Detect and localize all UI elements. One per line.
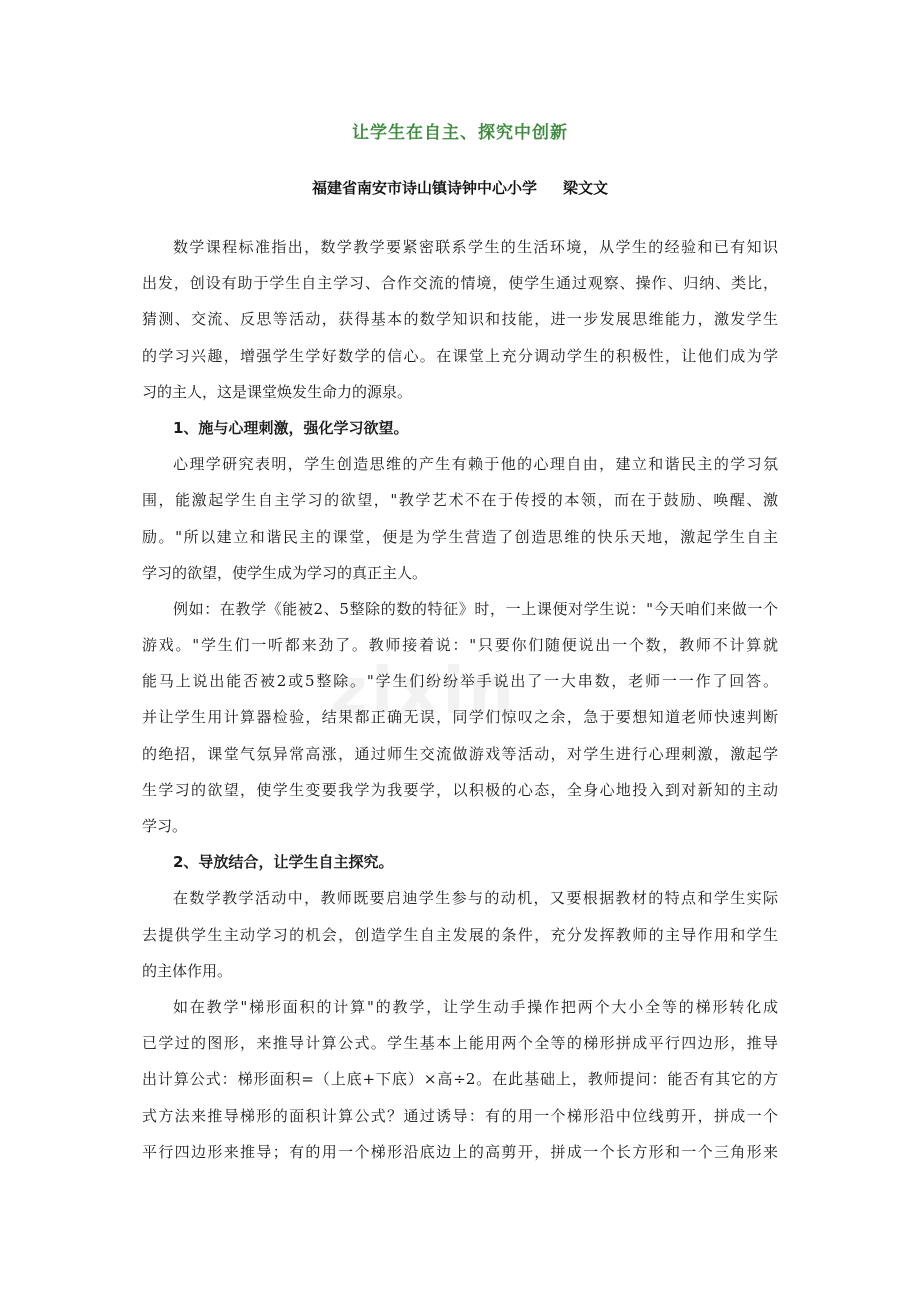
text-line: 出计算公式：梯形面积=（上底+下底）×高÷2。在此基础上，教师提问：能否有其它的方 bbox=[142, 1070, 778, 1089]
author-name: 梁文文 bbox=[563, 179, 609, 197]
text-line: 励。"所以建立和谐民主的课堂，便是为学生营造了创造思维的快乐天地，激起学生自主 bbox=[142, 527, 778, 546]
text-line: 平行四边形来推导；有的用一个梯形沿底边上的高剪开，拼成一个长方形和一个三角形来 bbox=[142, 1142, 778, 1161]
text-line: 学习。 bbox=[142, 817, 188, 835]
text-line: 并让学生用计算器检验，结果都正确无误，同学们惊叹之余，急于要想知道老师快速判断 bbox=[142, 708, 778, 727]
author-school: 福建省南安市诗山镇诗钟中心小学 bbox=[311, 179, 537, 197]
document-body bbox=[142, 229, 778, 1170]
text-line: 去提供学生主动学习的机会，创造学生自主发展的条件，充分发挥教师的主导作用和学生 bbox=[142, 925, 778, 944]
text-line: 生学习的欲望，使学生变要我学为我要学，以积极的心态，全身心地投入到对新知的主动 bbox=[142, 780, 778, 799]
text-line: 的绝招，课堂气氛异常高涨，通过师生交流做游戏等活动，对学生进行心理刺激，激起学 bbox=[142, 744, 778, 763]
text-line: 在数学教学活动中，教师既要启迪学生参与的动机，又要根据教材的特点和学生实际 bbox=[173, 889, 778, 908]
text-line: 围，能激起学生自主学习的欲望，"教学艺术不在于传授的本领，而在于鼓励、唤醒、激 bbox=[142, 491, 778, 510]
watermark: zixin bbox=[330, 655, 518, 729]
text-line: 式方法来推导梯形的面积计算公式？通过诱导：有的用一个梯形沿中位线剪开，拼成一个 bbox=[142, 1106, 778, 1125]
section-heading: 1、施与心理刺激，强化学习欲望。 bbox=[173, 418, 409, 437]
text-line: 猜测、交流、反思等活动，获得基本的数学知识和技能，进一步发展思维能力，激发学生 bbox=[142, 310, 778, 329]
text-line: 的学习兴趣，增强学生学好数学的信心。在课堂上充分调动学生的积极性，让他们成为学 bbox=[142, 346, 778, 365]
section-heading: 2、导放结合，让学生自主探究。 bbox=[173, 853, 394, 872]
text-line: 能马上说出能否被2或5整除。"学生们纷纷举手说出了一大串数，老师一一作了回答。 bbox=[142, 672, 778, 691]
text-line: 如在教学"梯形面积的计算"的教学，让学生动手操作把两个大小全等的梯形转化成 bbox=[173, 997, 778, 1016]
text-line: 习的主人，这是课堂焕发生命力的源泉。 bbox=[142, 382, 413, 401]
text-line: 游戏。"学生们一听都来劲了。教师接着说："只要你们随便说出一个数，教师不计算就 bbox=[142, 636, 778, 655]
text-line: 数学课程标准指出，数学教学要紧密联系学生的生活环境，从学生的经验和已有知识 bbox=[173, 238, 778, 256]
text-line: 出发，创设有助于学生自主学习、合作交流的情境，使学生通过观察、操作、归纳、类比， bbox=[142, 274, 778, 293]
text-line: 例如：在教学《能被2、5整除的数的特征》时，一上课便对学生说："今天咱们来做一个 bbox=[173, 599, 778, 618]
document-title: 让学生在自主、探究中创新 bbox=[352, 123, 568, 143]
text-line: 学习的欲望，使学生成为学习的真正主人。 bbox=[142, 563, 428, 582]
text-line: 的主体作用。 bbox=[142, 961, 233, 980]
text-line: 心理学研究表明，学生创造思维的产生有赖于他的心理自由，建立和谐民主的学习氛 bbox=[173, 455, 778, 474]
author-line bbox=[0, 177, 920, 198]
text-line: 已学过的图形，来推导计算公式。学生基本上能用两个全等的梯形拼成平行四边形，推导 bbox=[142, 1034, 778, 1053]
